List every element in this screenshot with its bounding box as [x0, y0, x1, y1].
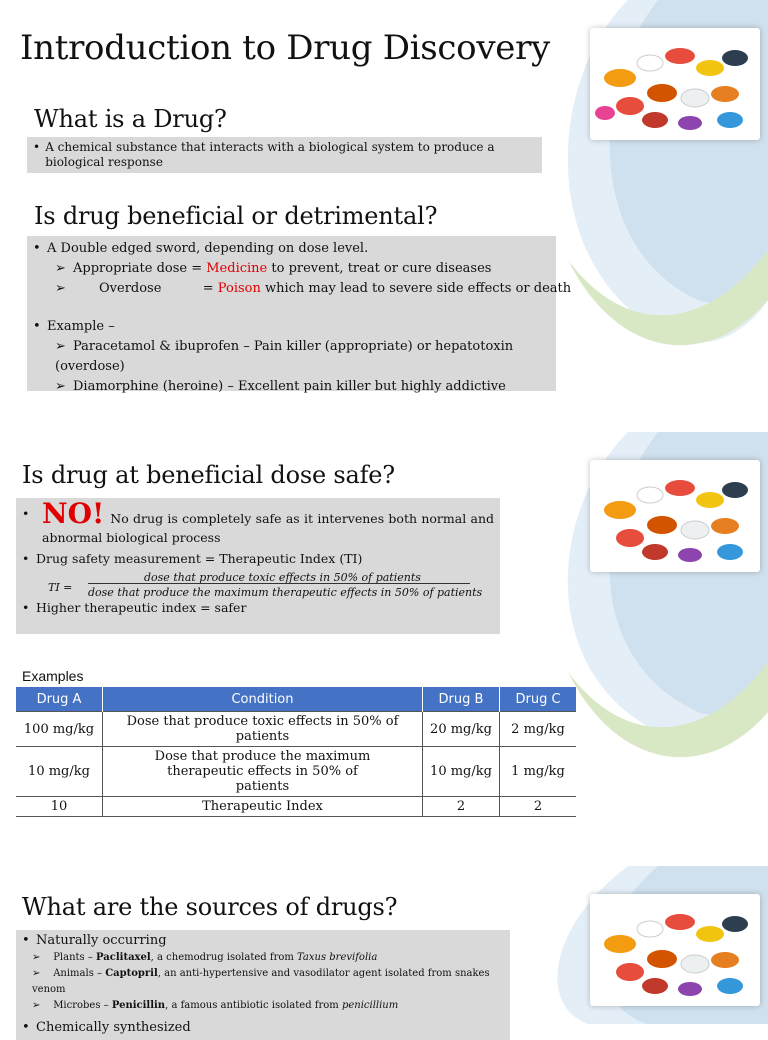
double-edged-item: • A Double edged sword, depending on dose level.	[33, 239, 556, 259]
pills-image	[590, 28, 760, 140]
beneficial-heading: Is drug beneficial or detrimental?	[34, 202, 438, 230]
what-is-drug-box: • A chemical substance that interacts with a biological system to produce a biological response	[27, 137, 542, 173]
no-item: • NO! No drug is completely safe as it intervenes both normal and abnormal biological process	[22, 497, 494, 545]
animals-item: ➢ Animals – Captopril, an anti-hypertensive and vasodilator agent isolated from snakes venom	[22, 966, 510, 998]
plants-item: ➢ Plants – Paclitaxel, a chemodrug isolated from Taxus brevifolia	[22, 950, 510, 966]
chemical-item: • Chemically synthesized	[22, 1018, 510, 1038]
table-row: 10 mg/kg Dose that produce the maximum therapeutic effects in 50% of patients 10 mg/kg 1 mg/kg	[16, 747, 576, 797]
pills-image	[590, 460, 760, 572]
drug-definition: A chemical substance that interacts with a biological system to produce a biological response	[45, 140, 495, 169]
sources-box	[16, 930, 510, 1040]
col-drug-a: Drug A	[16, 687, 103, 712]
slide-1	[0, 0, 768, 420]
sources-heading: What are the sources of drugs?	[22, 893, 398, 921]
col-condition: Condition	[103, 687, 423, 712]
safe-dose-heading: Is drug at beneficial dose safe?	[22, 461, 395, 489]
overdose-item: ➢ Overdose = Poison which may lead to severe side effects or death	[33, 279, 556, 299]
slide-title: Introduction to Drug Discovery	[20, 28, 550, 68]
no-emphasis: NO!	[42, 497, 105, 530]
ti-examples-table	[16, 687, 576, 817]
example-diamorphine: ➢ Diamorphine (heroine) – Excellent pain killer but highly addictive	[33, 377, 556, 397]
appropriate-dose-item: ➢ Appropriate dose = Medicine to prevent, treat or cure diseases	[33, 259, 556, 279]
col-drug-b: Drug B	[423, 687, 500, 712]
examples-label: Examples	[22, 668, 84, 684]
ti-formula: TI = dose that produce toxic effects in 50% of patients dose that produce the maximum therapeutic effects in 50% of patients	[48, 571, 483, 599]
beneficial-box	[27, 236, 572, 394]
table-row: 100 mg/kg Dose that produce toxic effects in 50% of patients 20 mg/kg 2 mg/kg	[16, 712, 576, 747]
example-paracetamol: ➢ Paracetamol & ibuprofen – Pain killer (appropriate) or hepatotoxin (overdose)	[33, 337, 556, 377]
col-drug-c: Drug C	[500, 687, 577, 712]
microbes-item: ➢ Microbes – Penicillin, a famous antibiotic isolated from penicillium	[22, 998, 510, 1014]
pills-image	[590, 894, 760, 1006]
slide-3	[0, 866, 768, 1035]
measurement-item: • Drug safety measurement = Therapeutic Index (TI)	[22, 549, 494, 568]
what-is-drug-heading: What is a Drug?	[34, 105, 227, 133]
safe-dose-box	[16, 498, 500, 634]
example-label: • Example –	[33, 317, 556, 337]
natural-item: • Naturally occurring	[22, 932, 510, 950]
higher-ti-item: • Higher therapeutic index = safer	[22, 598, 494, 617]
table-row: 10 Therapeutic Index 2 2	[16, 797, 576, 817]
